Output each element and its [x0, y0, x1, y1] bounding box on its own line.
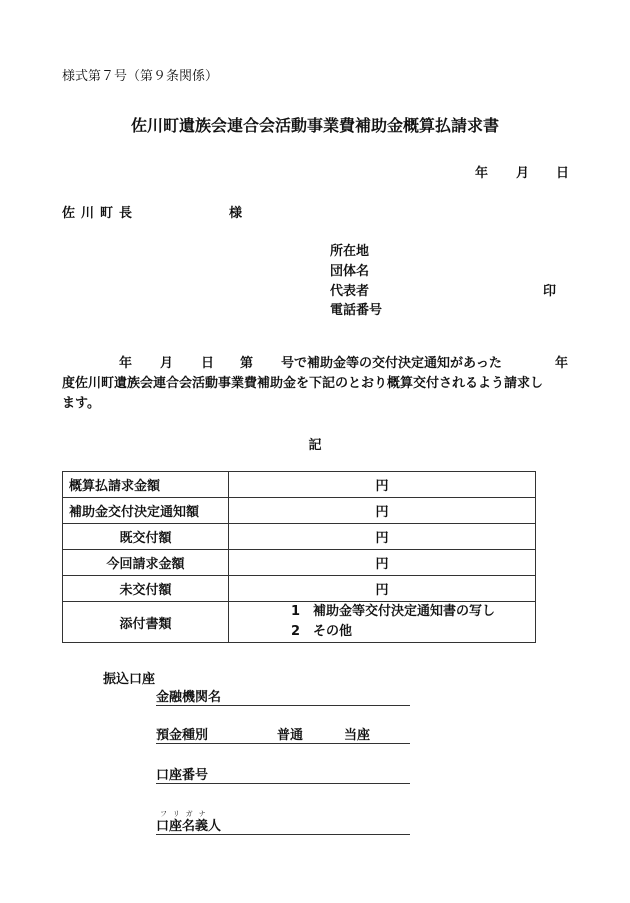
- statement-line-2: 度佐川町遺族会連合会活動事業費補助金を下記のとおり概算交付されるよう請求し: [62, 376, 544, 391]
- group-name-label: 団体名: [330, 264, 370, 279]
- document-title: 佐川町遺族会連合会活動事業費補助金概算払請求書: [130, 116, 499, 135]
- table-row: [63, 576, 536, 602]
- attachments-list: [229, 602, 536, 643]
- date-day: 日: [556, 166, 570, 181]
- row-label: 今回請求金額: [63, 550, 229, 576]
- statement-line-1: [62, 354, 568, 374]
- account-holder-label: 口座名義人: [156, 819, 222, 834]
- statement-day: 日: [201, 356, 215, 371]
- row-label: 概算払請求金額: [63, 472, 229, 498]
- deposit-type-label: 預金種別: [156, 728, 209, 743]
- bank-account-heading: 振込口座: [103, 672, 156, 687]
- row-value: 円: [229, 498, 536, 524]
- account-holder-field: [156, 815, 410, 835]
- statement-year-2: 年: [555, 356, 569, 371]
- date-year: 年: [475, 166, 489, 181]
- deposit-type-current: 当座: [344, 728, 371, 743]
- row-value: 円: [229, 524, 536, 550]
- row-value: 円: [229, 472, 536, 498]
- institution-label: 金融機関名: [156, 690, 222, 705]
- row-label: 補助金交付決定通知額: [63, 498, 229, 524]
- row-value: 円: [229, 550, 536, 576]
- form-number: 様式第７号（第９条関係）: [62, 69, 219, 84]
- statement-month: 月: [160, 356, 174, 371]
- amount-table: [62, 471, 536, 643]
- attachment-item: 1 補助金等交付決定通知書の写し: [291, 604, 496, 619]
- row-label: 既交付額: [63, 524, 229, 550]
- address-label: 所在地: [330, 244, 370, 259]
- attachment-item: 2 その他: [291, 624, 353, 639]
- deposit-type-ordinary: 普通: [277, 728, 304, 743]
- statement-go-text: 号で補助金等の交付決定通知があった: [281, 356, 502, 371]
- table-row-attachments: [63, 602, 536, 643]
- addressee-name: 佐川町長: [62, 206, 139, 221]
- request-statement: [62, 354, 568, 414]
- statement-line-3: ます。: [62, 396, 100, 411]
- table-row: [63, 498, 536, 524]
- bank-institution-field: [156, 686, 410, 706]
- ki-heading: 記: [308, 438, 322, 453]
- representative-label: 代表者: [330, 284, 370, 299]
- attachments-label: 添付書類: [63, 602, 229, 643]
- table-row: [63, 524, 536, 550]
- deposit-type-field: [156, 724, 410, 744]
- table-row: [63, 550, 536, 576]
- statement-year: 年: [119, 356, 133, 371]
- statement-dai: 第: [240, 356, 254, 371]
- phone-label: 電話番号: [330, 303, 383, 318]
- addressee-honorific: 様: [229, 206, 243, 221]
- account-number-label: 口座番号: [156, 768, 209, 783]
- date-month: 月: [516, 166, 530, 181]
- account-number-field: [156, 764, 410, 784]
- row-value: 円: [229, 576, 536, 602]
- table-row: [63, 472, 536, 498]
- account-holder-furigana: フリガナ: [160, 810, 212, 818]
- row-label: 未交付額: [63, 576, 229, 602]
- seal-mark: 印: [543, 284, 557, 299]
